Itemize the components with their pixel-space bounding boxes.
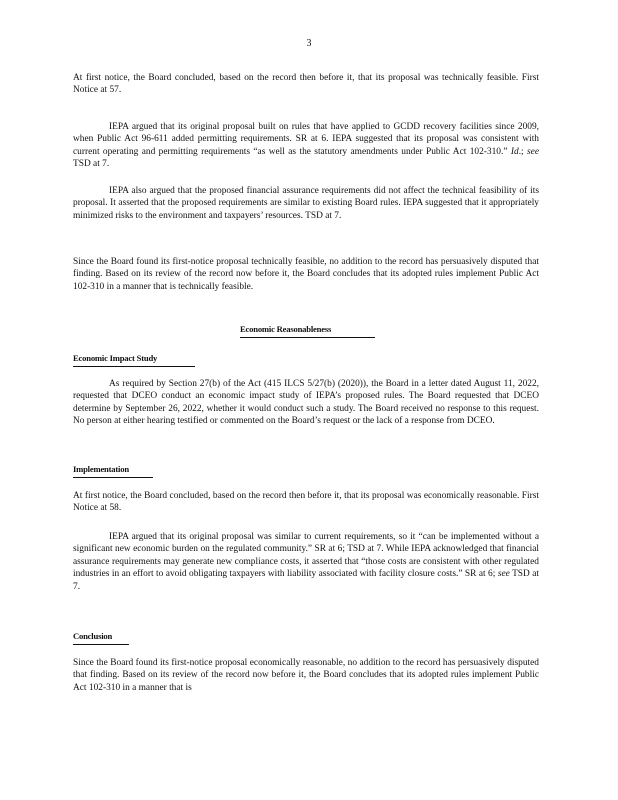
paragraph-text: TSD at 7. [73,569,540,592]
paragraph-first-notice-technical: At first notice, the Board concluded, based on the record then before it, that its proposal was technically feasible. First Notice at 57. [73,73,539,96]
paragraph-economic-conclusion: Since the Board found its first-notice proposal economically reasonable, no addition to the record has persuasively disputed that finding. Based on its review of the record now before it, the Board concludes that its adopted rules implement Public Act 102-310 in a manner that is [73,658,539,693]
citation-id: Id [510,146,519,157]
heading-implementation: Implementation [73,463,153,478]
citation-see: see [527,146,540,157]
paragraph-dceo-request: As required by Section 27(b) of the Act (415 ILCS 5/27(b) (2020)), the Board in a letter dated August 11, 2022, requested that DCEO conduct an economic impact study of IEPA’s proposed rules. The Board requested that DCEO determine by September 26, 2022, whether it would conduct such a study. The Board received no response to this request. No person at either hearing testified or commented on the Board’s request or the lack of a response from DCEO. [73,379,539,427]
paragraph-first-notice-economic: At first notice, the Board concluded, based on the record then before it, that its proposal was economically reasonable. First Notice at 58. [73,491,539,514]
heading-economic-impact-study: Economic Impact Study [73,352,195,367]
heading-conclusion: Conclusion [73,630,129,645]
paragraph-iepa-economic-burden [73,531,539,593]
paragraph-text: IEPA argued that its original proposal was similar to current requirements, so it “can be implemented without a significant new economic burden on the regulated community.” SR at 6; TSD at 7. While IEPA acknowledged that financial assurance requirements may generate new compliance costs, it asserted that “those costs are consistent with other regulated industries in an effort to avoid obligating taxpayers with liability associated with facility closure costs.” SR at 6; [73,532,539,580]
paragraph-text: TSD at 7. [73,159,110,170]
citation-see: see [497,569,510,580]
heading-economic-reasonableness: Economic Reasonableness [240,323,375,338]
paragraph-technical-conclusion: Since the Board found its first-notice proposal technically feasible, no addition to the record has persuasively disputed that finding. Based on its review of the record now before it, the Board concludes that its adopted rules implement Public Act 102-310 in a manner that is technically feasible. [73,257,539,292]
paragraph-financial-assurance: IEPA also argued that the proposed financial assurance requirements did not affect the technical feasibility of its proposal. It asserted that the proposed requirements are similar to existing Board rules. IEPA suggested that it appropriately minimized risks to the environment and taxpayers’ resources. TSD at 7. [73,186,539,221]
paragraph-text: IEPA argued that its original proposal built on rules that have applied to GCDD recovery facilities since 2009, when Public Act 96-611 added permitting requirements. SR at 6. IEPA suggested that its proposal was consistent with current operating and permitting requirements “as well as the statutory amendments under Public Act 102-310.” [73,122,539,157]
page-number: 3 [306,38,312,49]
paragraph-text: .; [518,146,528,157]
paragraph-iepa-original-proposal [73,121,539,171]
